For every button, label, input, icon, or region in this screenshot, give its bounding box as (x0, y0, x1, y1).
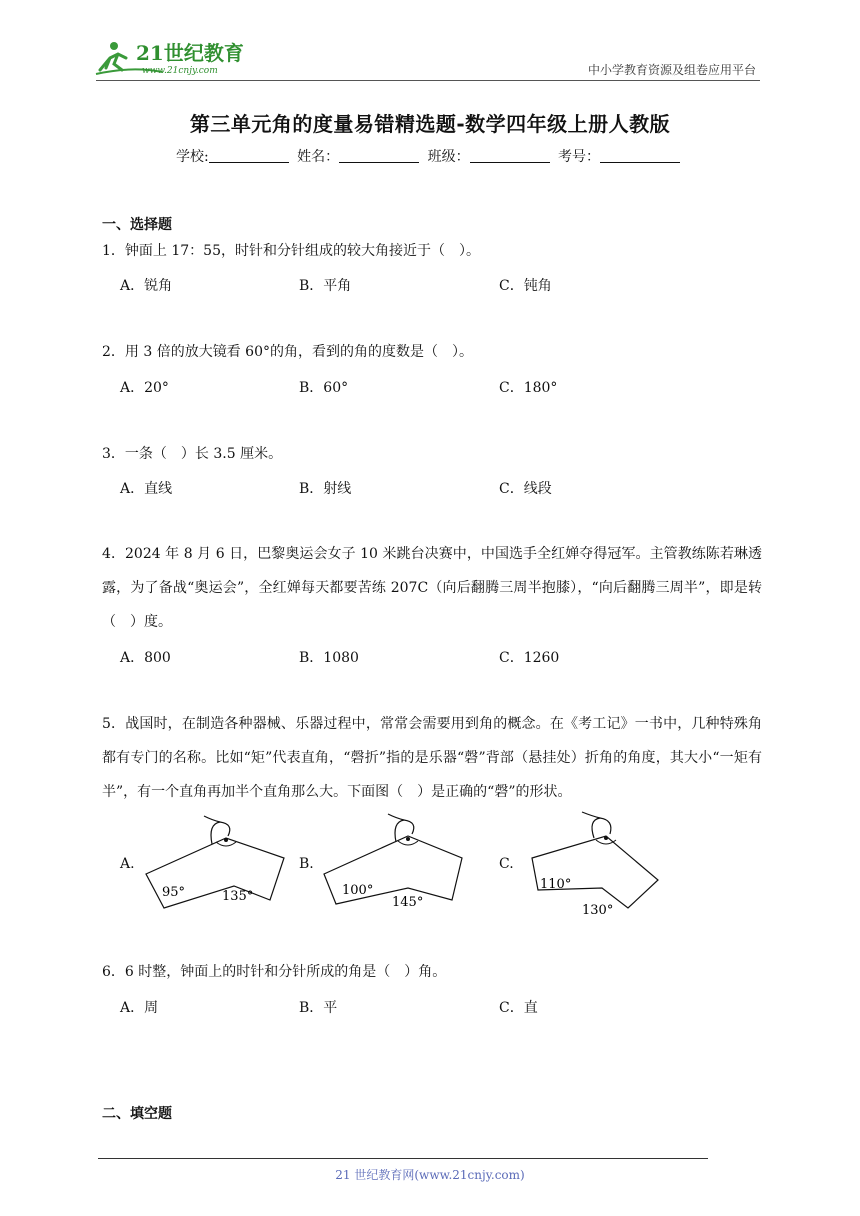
header-divider (96, 80, 760, 81)
student-info-line (0, 146, 860, 166)
fig-b-angle-1: 100° (342, 883, 374, 898)
site-logo (92, 38, 262, 78)
q5-figure-b (320, 812, 470, 912)
fig-a-angle-1: 95° (162, 885, 186, 900)
q6-option-b[interactable]: B．平 (299, 1000, 338, 1016)
fig-c-angle-2: 130° (582, 903, 614, 918)
logo-text: 21世纪教育 (136, 41, 244, 65)
class-blank[interactable] (470, 148, 550, 163)
question-3: 3．一条（ ）长 3.5 厘米。 (102, 446, 283, 462)
q3-option-b[interactable]: B．射线 (299, 481, 352, 497)
exam-no-label: 考号： (558, 149, 601, 165)
q1-option-c[interactable]: C．钝角 (499, 278, 552, 294)
q6-option-c[interactable]: C．直 (499, 1000, 538, 1016)
q5-figure-c (518, 810, 663, 920)
q5-option-b[interactable]: B. (299, 856, 314, 872)
section-heading-choice: 一、选择题 (102, 217, 172, 233)
q3-option-a[interactable]: A．直线 (120, 481, 173, 497)
school-blank[interactable] (209, 148, 289, 163)
exam-no-blank[interactable] (600, 148, 680, 163)
school-label: 学校: (175, 149, 209, 165)
q1-option-b[interactable]: B．平角 (299, 278, 352, 294)
q5-figure-a (142, 814, 292, 914)
q5-option-c[interactable]: C. (499, 856, 514, 872)
q2-option-b[interactable]: B．60° (299, 380, 349, 396)
fig-a-angle-2: 135° (222, 889, 254, 904)
section-heading-fill: 二、填空题 (102, 1106, 172, 1122)
q4-option-c[interactable]: C．1260 (499, 650, 560, 666)
question-4: 4．2024 年 8 月 6 日，巴黎奥运会女子 10 米跳台决赛中，中国选手全红婵夺得冠军。主管教练陈若琳透露，为了备战“奥运会”，全红婵每天都要苦练 207C（向后翻腾三周半抱膝），“向后翻腾三周半”，即是转（ ）度。 (102, 546, 762, 630)
name-label: 姓名： (297, 149, 340, 165)
q5-option-a[interactable]: A. (120, 856, 135, 872)
fig-c-angle-1: 110° (540, 877, 572, 892)
q4-option-a[interactable]: A．800 (120, 650, 171, 666)
q2-option-c[interactable]: C．180° (499, 380, 558, 396)
page-title: 第三单元角的度量易错精选题-数学四年级上册人教版 (189, 112, 671, 136)
q4-option-b[interactable]: B．1080 (299, 650, 359, 666)
q6-option-a[interactable]: A．周 (120, 1000, 159, 1016)
q1-option-a[interactable]: A．锐角 (120, 278, 173, 294)
logo-url: www.21cnjy.com (142, 66, 218, 76)
name-blank[interactable] (339, 148, 419, 163)
question-1: 1．钟面上 17：55，时针和分针组成的较大角接近于（ ）。 (102, 243, 480, 259)
question-2: 2．用 3 倍的放大镜看 60°的角，看到的角的度数是（ ）。 (102, 344, 473, 360)
q2-option-a[interactable]: A．20° (120, 380, 169, 396)
header-platform-text: 中小学教育资源及组卷应用平台 (587, 63, 756, 77)
footer-divider (98, 1158, 708, 1159)
class-label: 班级： (427, 149, 470, 165)
footer-text[interactable]: 21 世纪教育网(www.21cnjy.com) (335, 1168, 525, 1182)
question-5: 5．战国时，在制造各种器械、乐器过程中，常常会需要用到角的概念。在《考工记》一书中，几种特殊角都有专门的名称。比如“矩”代表直角，“磬折”指的是乐器“磬”背部（悬挂处）折角的角度，其大小“一矩有半”，有一个直角再加半个直角那么大。下面图（ ）是正确的“磬”的形状。 (102, 716, 762, 800)
fig-b-angle-2: 145° (392, 895, 424, 910)
question-6: 6．6 时整，钟面上的时针和分针所成的角是（ ）角。 (102, 964, 447, 980)
q3-option-c[interactable]: C．线段 (499, 481, 552, 497)
